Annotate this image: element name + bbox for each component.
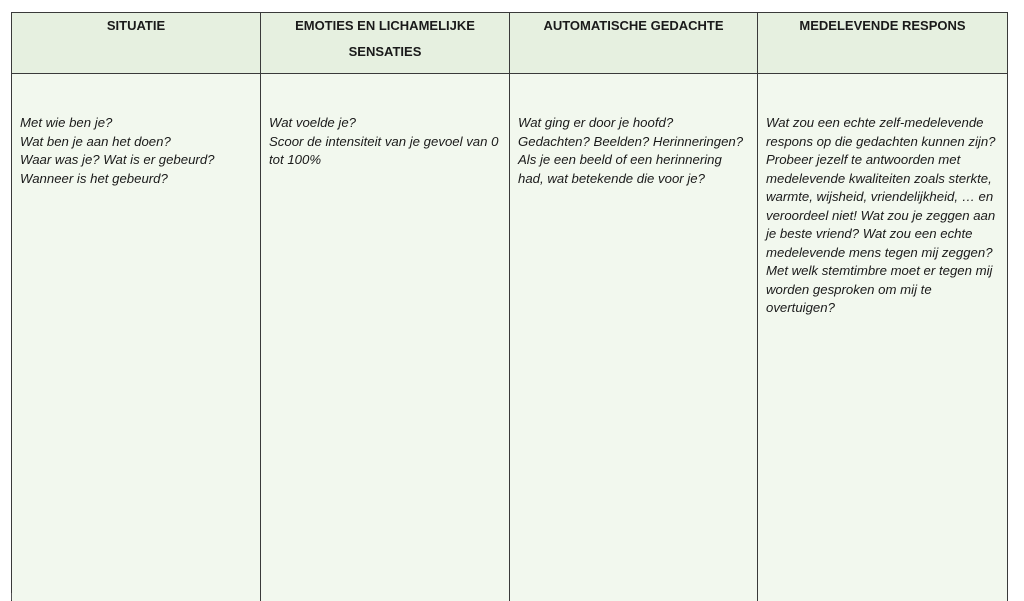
respons-prompt-1: Wat zou een echte zelf-medelevende respons op die gedachten kunnen zijn? bbox=[766, 115, 996, 149]
cell-medelevende-respons[interactable] bbox=[758, 74, 1008, 601]
compassion-worksheet-table bbox=[11, 12, 1008, 601]
header-medelevende-respons: MEDELEVENDE RESPONS bbox=[758, 13, 1008, 74]
gedachte-prompt-2: Gedachten? Beelden? Herinneringen? bbox=[518, 133, 744, 149]
gedachte-prompt-1: Wat ging er door je hoofd? bbox=[518, 115, 674, 130]
respons-prompt-2: Probeer jezelf te antwoorden met medelevende kwaliteiten zoals sterkte, warmte, wijsheid, vriendelijkheid, … en veroordeel niet! Wat zou je zeggen aan je beste vriend? Wat zou een echte medelevende mens tegen mij zeggen? Met welk stemtimbre moet er tegen mij worden gesproken om mij te overtuigen? bbox=[766, 152, 996, 315]
emoties-prompt-1: Wat voelde je? bbox=[269, 115, 356, 130]
situatie-prompt-2: Wat ben je aan het doen? bbox=[20, 133, 171, 149]
situatie-prompt-1: Met wie ben je? bbox=[20, 115, 113, 130]
situatie-prompt-3: Waar was je? Wat is er gebeurd? bbox=[20, 152, 215, 167]
cell-situatie[interactable] bbox=[12, 74, 261, 601]
page-edge-mark bbox=[11, 593, 12, 600]
gedachte-prompt-3: Als je een beeld of een herinnering had, wat betekende die voor je? bbox=[518, 152, 722, 186]
body-row[interactable] bbox=[12, 74, 1008, 601]
header-row bbox=[12, 13, 1008, 74]
situatie-prompt-4: Wanneer is het gebeurd? bbox=[20, 170, 168, 186]
cell-automatische-gedachte[interactable] bbox=[510, 74, 758, 601]
header-situatie: SITUATIE bbox=[12, 13, 261, 74]
emoties-prompt-2: Scoor de intensiteit van je gevoel van 0 tot 100% bbox=[269, 133, 499, 167]
header-emoties bbox=[261, 13, 510, 74]
cell-emoties[interactable] bbox=[261, 74, 510, 601]
header-automatische-gedachte: AUTOMATISCHE GEDACHTE bbox=[510, 13, 758, 74]
header-emoties-text: EMOTIES EN LICHAMELIJKE SENSATIES bbox=[295, 18, 475, 59]
